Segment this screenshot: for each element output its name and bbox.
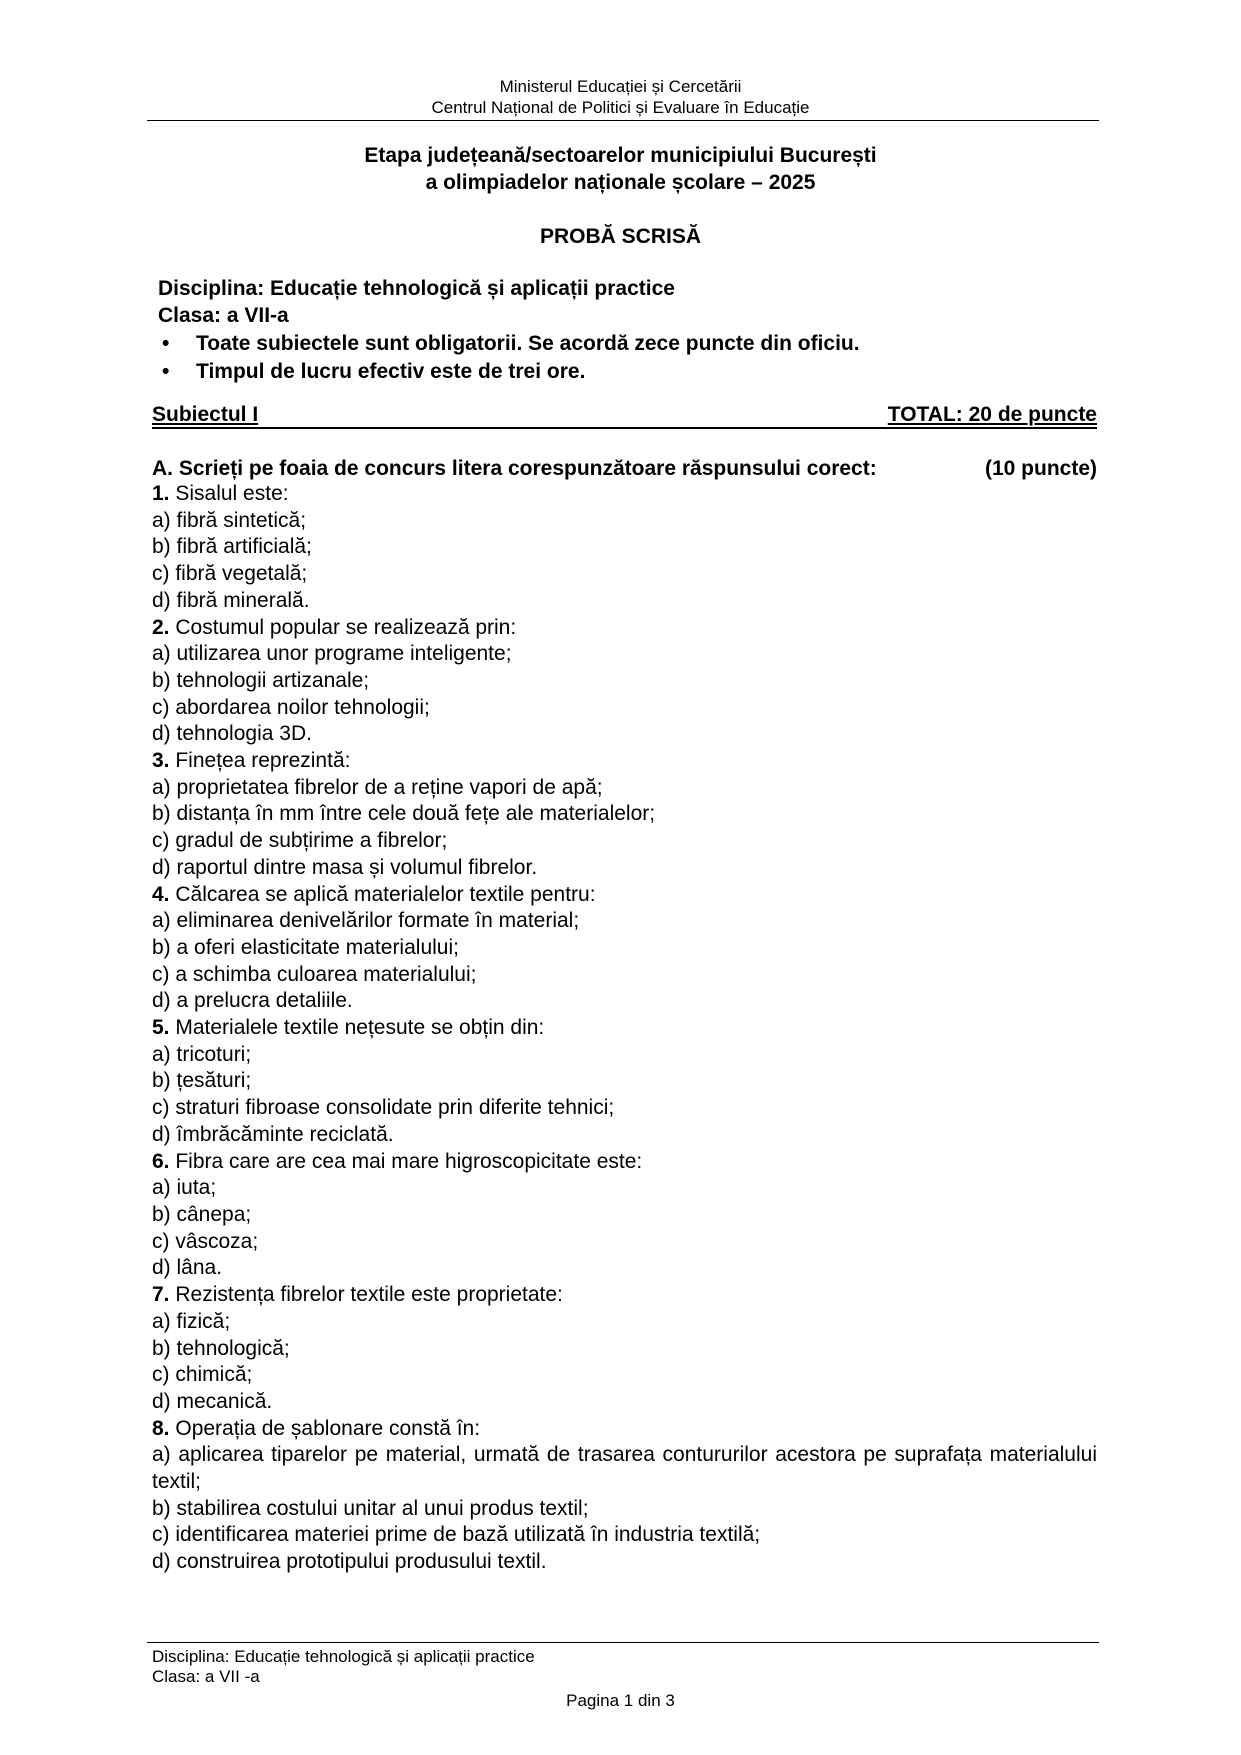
question-prompt: Operația de șablonare constă în: [175, 1416, 481, 1440]
question-prompt: Costumul popular se realizează prin: [175, 615, 517, 639]
answer-option: c) a schimba culoarea materialului; [152, 962, 477, 986]
question-text [152, 481, 1097, 508]
question-number: 4. [152, 882, 170, 906]
footer-discipline: Disciplina: Educație tehnologică și aplicații practice [152, 1647, 535, 1666]
answer-option: b) tehnologică; [152, 1336, 290, 1360]
question-prompt: Sisalul este: [175, 482, 289, 505]
answer-option: a) eliminarea denivelărilor formate în material; [152, 909, 580, 933]
answer-option: a) fizică; [152, 1309, 231, 1333]
exam-title [0, 142, 1241, 196]
question [152, 1416, 1097, 1576]
ministry-name: Ministerul Educației și Cercetării [499, 77, 742, 96]
instructions-list [158, 330, 860, 386]
page-footer [152, 1647, 535, 1687]
question-number: 5. [152, 1016, 170, 1040]
question-text [152, 882, 1097, 909]
page-number: Pagina 1 din 3 [566, 1691, 675, 1710]
question-number: 1. [152, 482, 170, 505]
footer-class: Clasa: a VII -a [152, 1667, 260, 1686]
questions-list [152, 481, 1097, 1576]
question [152, 1015, 1097, 1149]
question-text [152, 1282, 1097, 1309]
title-line-1: Etapa județeană/sectoarelor municipiului București [364, 144, 877, 167]
answer-option: b) fibră artificială; [152, 535, 312, 559]
answer-option: b) distanța în mm între cele două fețe ale materialelor; [152, 802, 656, 826]
page-header [0, 76, 1241, 118]
answer-option: b) cânepa; [152, 1202, 252, 1226]
answer-option: c) identificarea materiei prime de bază utilizată în industria textilă; [152, 1523, 761, 1547]
answer-option: a) fibră sintetică; [152, 508, 307, 532]
answer-option: c) abordarea noilor tehnologii; [152, 695, 430, 719]
question-text [152, 1149, 1097, 1176]
question-prompt: Materialele textile nețesute se obțin din: [175, 1016, 545, 1040]
subject-total: TOTAL: 20 de puncte [887, 403, 1097, 426]
question-number: 2. [152, 615, 170, 639]
exam-type: PROBĂ SCRISĂ [539, 225, 702, 248]
answer-option: d) raportul dintre masa și volumul fibrelor. [152, 855, 538, 879]
answer-option: a) tricoturi; [152, 1042, 252, 1066]
answer-option: d) tehnologia 3D. [152, 722, 312, 746]
header-divider [147, 120, 1099, 121]
discipline-label: Disciplina: Educație tehnologică și aplicații practice [158, 277, 675, 300]
answer-option: d) mecanică. [152, 1389, 273, 1413]
answer-option: d) construirea prototipului produsului textil. [152, 1550, 547, 1574]
center-name: Centrul Național de Politici și Evaluare în Educație [431, 98, 810, 117]
subject-name: Subiectul I [152, 403, 259, 426]
question-prompt: Călcarea se aplică materialelor textile pentru: [175, 882, 596, 906]
question-number: 6. [152, 1149, 170, 1173]
subject-heading [152, 403, 1097, 429]
instruction-item: • Timpul de lucru efectiv este de trei ore. [158, 358, 860, 386]
answer-option: c) fibră vegetală; [152, 562, 308, 586]
footer-divider [147, 1642, 1099, 1643]
answer-option: d) îmbrăcăminte reciclată. [152, 1122, 394, 1146]
question [152, 615, 1097, 749]
answer-option: d) a prelucra detaliile. [152, 989, 353, 1013]
answer-option: a) proprietatea fibrelor de a reține vapori de apă; [152, 775, 603, 799]
question-text [152, 615, 1097, 642]
instruction-item: • Toate subiectele sunt obligatorii. Se acordă zece puncte din oficiu. [158, 330, 860, 358]
answer-option: c) chimică; [152, 1363, 253, 1387]
answer-option: a) aplicarea tiparelor pe material, urmată de trasarea contururilor acestora pe suprafața materialului textil; [152, 1443, 1097, 1494]
section-a-heading [152, 456, 1097, 482]
question-number: 7. [152, 1283, 170, 1307]
question-text [152, 1416, 1097, 1443]
answer-option: a) iuta; [152, 1176, 217, 1200]
answer-option: c) gradul de subțirime a fibrelor; [152, 829, 448, 853]
answer-option: c) vâscoza; [152, 1229, 259, 1253]
title-line-2: a olimpiadelor naționale școlare – 2025 [425, 171, 816, 194]
answer-option: a) utilizarea unor programe inteligente; [152, 642, 512, 666]
answer-option: c) straturi fibroase consolidate prin diferite tehnici; [152, 1096, 615, 1120]
answer-option: d) fibră minerală. [152, 588, 310, 612]
question [152, 748, 1097, 882]
question-text [152, 1015, 1097, 1042]
answer-option: b) a oferi elasticitate materialului; [152, 935, 459, 959]
answer-option: b) țesături; [152, 1069, 252, 1093]
section-a-instruction: A. Scrieți pe foaia de concurs litera corespunzătoare răspunsului corect: [152, 457, 877, 480]
question-prompt: Fibra care are cea mai mare higroscopicitate este: [175, 1149, 643, 1173]
section-a-points: (10 puncte) [984, 457, 1097, 480]
class-label: Clasa: a VII-a [158, 304, 289, 327]
question-prompt: Rezistența fibrelor textile este proprietate: [175, 1283, 563, 1307]
question-text [152, 748, 1097, 775]
answer-option: b) stabilirea costului unitar al unui produs textil; [152, 1496, 589, 1520]
question [152, 1282, 1097, 1416]
question-number: 3. [152, 749, 170, 773]
answer-option: b) tehnologii artizanale; [152, 668, 370, 692]
question-prompt: Finețea reprezintă: [175, 749, 351, 773]
question [152, 481, 1097, 615]
answer-option: d) lâna. [152, 1256, 223, 1280]
question-number: 8. [152, 1416, 170, 1440]
question [152, 1149, 1097, 1283]
question [152, 882, 1097, 1016]
